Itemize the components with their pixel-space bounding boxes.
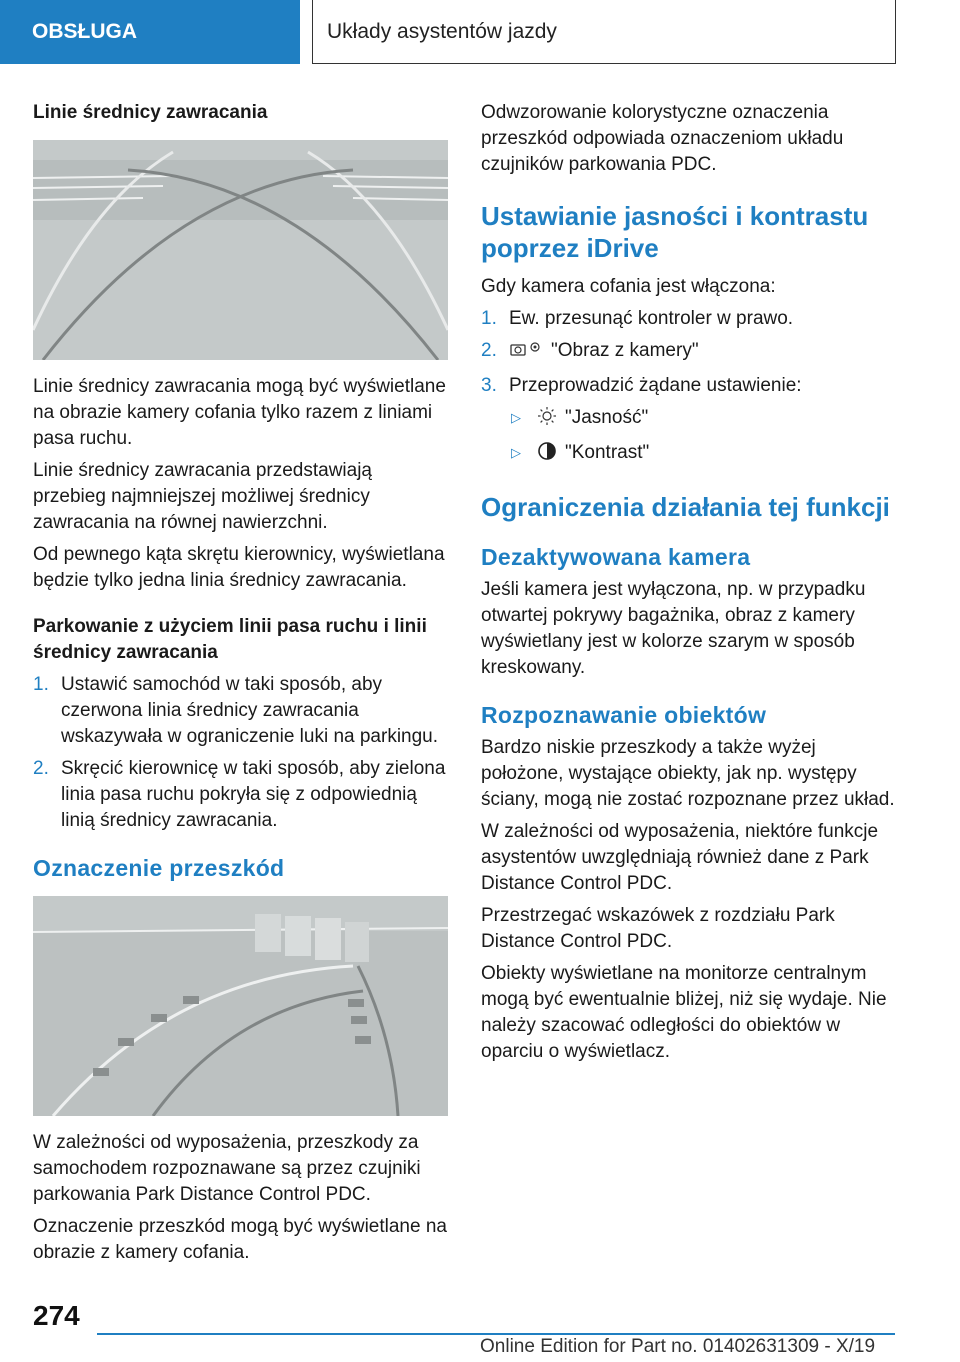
paragraph-3: Jeśli kamera jest wyłączona, np. w przypadku otwartej pokrywy bagażnika, obraz z kamery wyświetlany jest w kolorze szarym w sposób kreskowany. [481,579,866,678]
paragraph-5: Oznaczenie przeszkód mogą być wyświetlane na obrazie z kamery cofania. [33,1216,447,1263]
section-label: OBSŁUGA [32,20,137,43]
sun-icon [537,406,557,434]
paragraph-2: Linie średnicy zawracania przedstawiają przebieg najmniejszej możliwej średnicy zawracania na równej nawierzchni. [33,460,373,533]
heading-camera-disabled: Dezaktywowana kamera [481,544,751,570]
turning-lines-figure [33,140,448,360]
paragraph-4: W zależności od wyposażenia, przeszkody za samochodem rozpoznawane są przez czujniki parkowania Park Distance Control PDC. [33,1132,421,1205]
paragraph-7: Obiekty wyświetlane na monitorze centralnym mogą być ewentualnie bliżej, niż się wydaje. Nie należy szacować odległości do obiektów w oparciu o wyświetlacz. [481,963,887,1062]
list-item: ▷ "Kontrast" [509,440,896,469]
contrast-icon [537,441,557,469]
list-item: ▷ "Jasność" [509,405,896,434]
left-column [33,100,448,1272]
obstacle-marking-figure [33,896,448,1116]
list-item: 3. Przeprowadzić żądane ustawienie: [481,375,802,396]
paragraph-4: Bardzo niskie przeszkody a także wyżej położone, wystające obiekty, jak np. występy ściany, mogą nie zostać rozpoznane przez układ. [481,737,895,810]
paragraph-1: Linie średnicy zawracania mogą być wyświetlane na obrazie kamery cofania tylko razem z liniami pasa ruchu. [33,376,446,449]
triangle-right-icon: ▷ [511,410,521,425]
heading-object-detection: Rozpoznawanie obiektów [481,702,767,728]
list-item: 1. Ew. przesunąć kontroler w prawo. [481,308,794,329]
paragraph-1: Odwzorowanie kolorystyczne oznaczenia przeszkód odpowiada oznaczeniom układu czujników parkowania PDC. [481,102,844,175]
parking-steps [33,672,448,834]
heading-obstacles: Oznaczenie przeszkód [33,855,285,881]
triangle-right-icon: ▷ [511,445,521,460]
right-column [481,100,896,1071]
heading-limitations: Ograniczenia działania tej funkcji [481,492,890,522]
camera-settings-icon [509,339,543,367]
paragraph-5: W zależności od wyposażenia, niektóre funkcje asystentów uwzględniają również dane z Park Distance Control PDC. [481,821,879,894]
list-item: 2. Skręcić kierownicę w taki sposób, aby zielona linia pasa ruchu pokryła się z odpowiednią linią średnicy zawracania. [33,758,446,831]
heading-brightness-contrast: Ustawianie jasności i kontrastu poprzez iDrive [481,201,869,263]
list-item: 2. "Obraz z kamery" [481,338,896,367]
footer-divider [97,1333,895,1335]
heading-turning-lines: Linie średnicy zawracania [33,102,268,123]
idrive-steps [481,306,896,399]
paragraph-6: Przestrzegać wskazówek z rozdziału Park Distance Control PDC. [481,905,835,952]
heading-parking: Parkowanie z użyciem linii pasa ruchu i linii średnicy zawracania [33,616,427,663]
chapter-header [312,0,896,64]
page-number: 274 [33,1300,80,1331]
chapter-title: Układy asystentów jazdy [327,19,557,43]
paragraph-3: Od pewnego kąta skrętu kierownicy, wyświetlana będzie tylko jedna linia średnicy zawracania. [33,544,445,591]
list-item: 1. Ustawić samochód w taki sposób, aby czerwona linia średnicy zawracania wskazywała w ograniczenie luki na parkingu. [33,674,439,747]
paragraph-2: Gdy kamera cofania jest włączona: [481,276,776,297]
setting-options [481,405,896,469]
section-tab [0,0,300,64]
edition-footer: Online Edition for Part no. 01402631309 - X/19 [480,1336,876,1357]
